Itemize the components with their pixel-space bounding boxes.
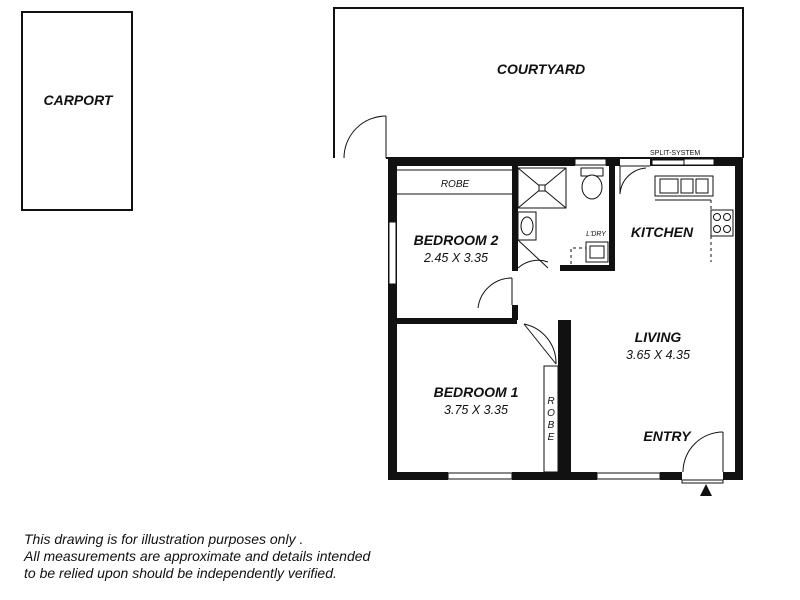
- bedroom-1-dims: 3.75 X 3.35: [444, 403, 508, 417]
- split-system-unit: [652, 160, 684, 165]
- courtyard-label: COURTYARD: [496, 61, 586, 77]
- shower: [518, 168, 566, 208]
- robe-bedroom-1: [544, 366, 558, 472]
- robe-side-letter: R: [547, 396, 555, 407]
- courtyard-gate: [344, 116, 386, 158]
- living-name: LIVING: [634, 329, 682, 345]
- disclaimer-line: to be relied upon should be independently verified.: [24, 565, 337, 581]
- bedroom-1-name: BEDROOM 1: [433, 384, 519, 400]
- bedroom-1-door: [524, 324, 556, 364]
- robe-side-letter: O: [547, 408, 555, 419]
- interior-walls: [397, 166, 615, 474]
- robe-side-letter: B: [547, 420, 555, 431]
- laundry-label: L'DRY: [586, 231, 606, 238]
- bedroom-2-name: BEDROOM 2: [413, 232, 499, 248]
- courtyard-outline: [334, 8, 743, 158]
- robe-top-label: ROBE: [440, 179, 470, 190]
- carport-outline: [22, 12, 132, 210]
- toilet: [581, 168, 603, 199]
- entry-arrow-icon: [700, 484, 712, 496]
- disclaimer: [24, 531, 444, 582]
- robe-side-letter: E: [547, 432, 555, 443]
- carport-label: CARPORT: [43, 92, 113, 108]
- kitchen-door: [620, 166, 650, 194]
- kitchen-sink: [655, 176, 713, 196]
- bedroom-2-door: [478, 278, 512, 308]
- bedroom-2-dims: 2.45 X 3.35: [424, 251, 488, 265]
- laundry-tub: [586, 242, 608, 262]
- split-system-label: SPLIT-SYSTEM: [650, 150, 701, 157]
- living-dims: 3.65 X 4.35: [626, 348, 690, 362]
- disclaimer-line: All measurements are approximate and details intended: [24, 548, 371, 564]
- entry-label: ENTRY: [643, 428, 691, 444]
- bathroom-door: [518, 240, 548, 268]
- laundry-outline: [571, 248, 586, 264]
- basin: [518, 212, 536, 240]
- disclaimer-line: This drawing is for illustration purposes only .: [24, 531, 304, 547]
- kitchen-label: KITCHEN: [630, 224, 694, 240]
